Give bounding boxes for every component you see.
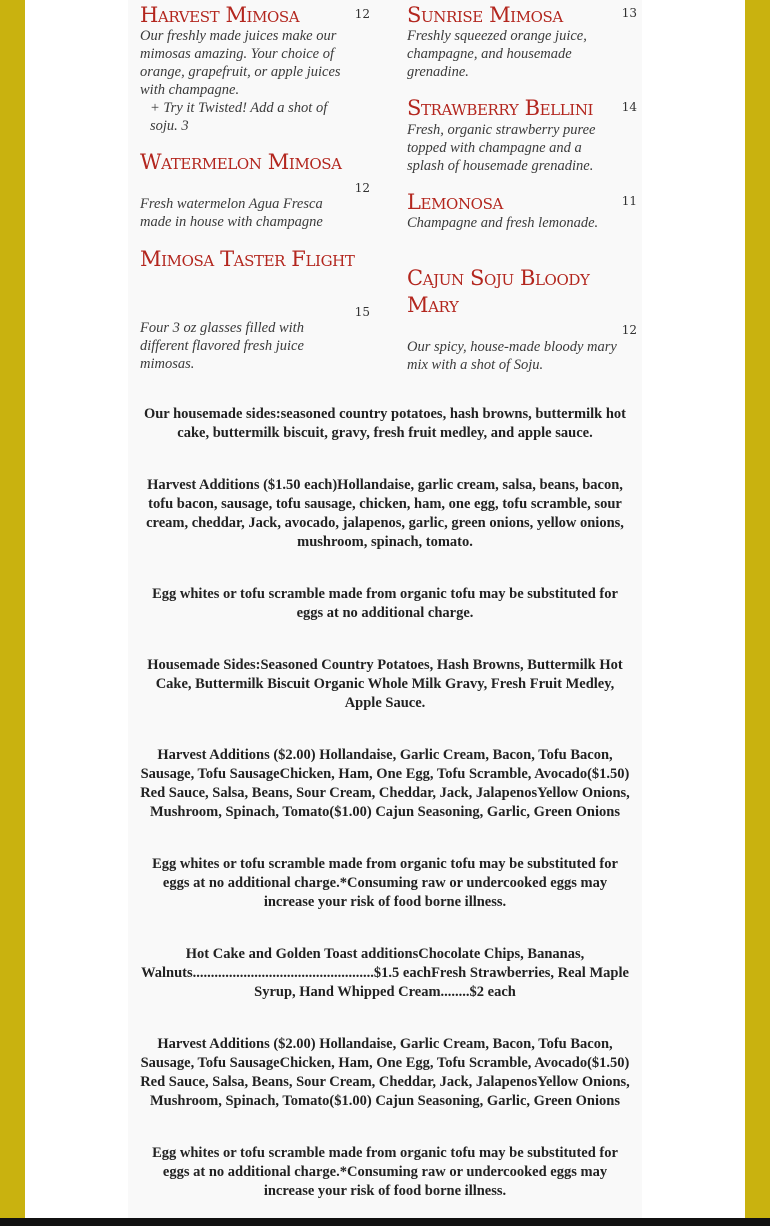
note-harvest-additions: Harvest Additions ($2.00) Hollandaise, Garlic Cream, Bacon, Tofu Bacon, Sausage, Tofu SausageChicken, Ham, One Egg, Tofu Scramble, Avocado($1.50) Red Sauce, Salsa, Beans, Sour Cream, Cheddar, Jack, JalapenosYellow Onions, Mushroom, Spinach, Tomato($1.00) Cajun Seasoning, Garlic, Green Onions — [140, 747, 630, 820]
item-description: Fresh, organic strawberry puree topped with champagne and a splash of housemade grenadine. — [407, 122, 596, 174]
item-title: Cajun Soju Bloody Mary — [407, 266, 590, 317]
item-title: Strawberry Bellini — [407, 96, 594, 120]
item-note: + Try it Twisted! Add a shot of soju. 3 — [150, 100, 328, 134]
item-description: Four 3 oz glasses filled with different flavored fresh juice mimosas. — [140, 320, 304, 372]
note-egg-substitution: Egg whites or tofu scramble made from organic tofu may be substituted for eggs at no additional charge.*Consuming raw or undercooked eggs may increase your risk of food borne illness. — [152, 856, 618, 910]
item-title: Lemonosa — [407, 190, 503, 214]
menu-item-harvest-mimosa — [140, 2, 370, 138]
bottom-bar — [0, 1218, 770, 1226]
item-title: Watermelon Mimosa — [140, 150, 342, 174]
note-harvest-additions: Harvest Additions ($1.50 each)Hollandaise, garlic cream, salsa, beans, bacon, tofu bacon, sausage, tofu sausage, chicken, ham, one egg, tofu scramble, sour cream, cheddar, Jack, avocado, jalapenos, garlic, green onions, yellow onions, mushroom, spinach, tomato. — [146, 477, 624, 550]
item-description-text: Our freshly made juices make our mimosas amazing. Your choice of orange, grapefruit, or apple juices with champagne. — [140, 28, 341, 98]
note-housemade-sides: Our housemade sides:seasoned country potatoes, hash browns, buttermilk hot cake, buttermilk biscuit, gravy, fresh fruit medley, and apple sauce. — [143, 406, 627, 441]
note-egg-substitution: Egg whites or tofu scramble made from organic tofu may be substituted for eggs at no additional charge. — [152, 586, 618, 621]
item-price: 14 — [621, 100, 637, 114]
item-description: Our spicy, house-made bloody mary mix with a shot of Soju. — [407, 339, 617, 373]
item-price: 12 — [621, 323, 637, 337]
item-price: 11 — [621, 194, 637, 208]
item-title: Mimosa Taster Flight — [140, 247, 355, 271]
note-egg-substitution: Egg whites or tofu scramble made from organic tofu may be substituted for eggs at no additional charge.*Consuming raw or undercooked eggs may increase your risk of food borne illness. — [152, 1145, 618, 1199]
note-housemade-sides: Housemade Sides:Seasoned Country Potatoes, Hash Browns, Buttermilk Hot Cake, Buttermilk Biscuit Organic Whole Milk Gravy, Fresh Fruit Medley, Apple Sauce. — [147, 657, 623, 711]
item-price: 15 — [354, 305, 370, 319]
item-price: 12 — [354, 7, 370, 21]
item-description: Fresh watermelon Agua Fresca made in house with champagne — [140, 196, 323, 230]
item-title: Harvest Mimosa — [140, 3, 300, 27]
menu-item-mimosa-taster-flight — [140, 246, 370, 376]
menu-item-sunrise-mimosa — [407, 2, 637, 87]
menu-item-cajun-soju-bloody-mary — [407, 265, 637, 380]
item-description: Freshly squeezed orange juice, champagne, and housemade grenadine. — [407, 28, 587, 80]
item-description — [140, 27, 350, 135]
menu-item-strawberry-bellini — [407, 95, 637, 180]
item-description: Champagne and fresh lemonade. — [407, 215, 599, 231]
menu-item-lemonosa — [407, 189, 637, 254]
item-price: 13 — [621, 6, 637, 20]
menu-item-watermelon-mimosa — [140, 149, 370, 239]
item-price: 12 — [354, 181, 370, 195]
item-title: Sunrise Mimosa — [407, 3, 563, 27]
note-hot-cake-additions: Hot Cake and Golden Toast additionsChocolate Chips, Bananas, Walnuts..................................................$1.5 eachFresh Strawberries, Real Maple Syrup, Hand Whipped Cream........$2 each — [141, 946, 629, 1000]
note-harvest-additions: Harvest Additions ($2.00) Hollandaise, Garlic Cream, Bacon, Tofu Bacon, Sausage, Tofu SausageChicken, Ham, One Egg, Tofu Scramble, Avocado($1.50) Red Sauce, Salsa, Beans, Sour Cream, Cheddar, Jack, JalapenosYellow Onions, Mushroom, Spinach, Tomato($1.00) Cajun Seasoning, Garlic, Green Onions — [140, 1036, 630, 1109]
